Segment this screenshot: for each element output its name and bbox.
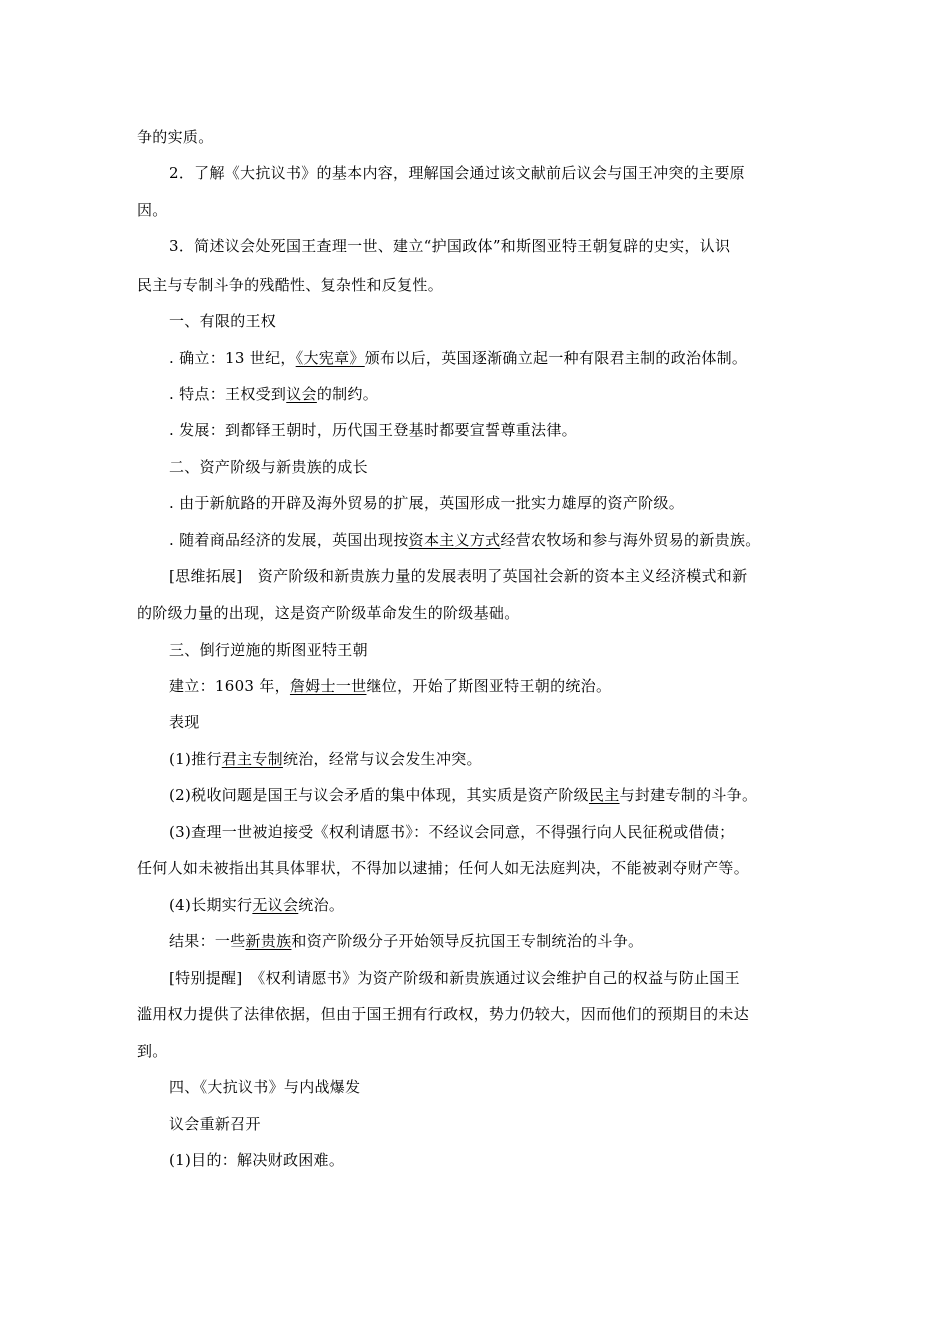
text-line [137, 1004, 749, 1024]
text-segment: 和资产阶级分子开始领导反抗国王专制统治的斗争。 [291, 932, 644, 950]
text-line [137, 127, 214, 147]
text-segment: (1)目的：解决财政困难。 [169, 1151, 345, 1169]
text-segment: [特别提醒] 《权利请愿书》为资产阶级和新贵族通过议会维护自己的权益与防止国王 [169, 969, 740, 987]
text-segment: [思维拓展] 资产阶级和新贵族力量的发展表明了英国社会新的资本主义经济模式和新 [169, 567, 748, 585]
text-line [169, 384, 378, 404]
text-segment: 统治，经常与议会发生冲突。 [282, 750, 482, 768]
text-line [137, 603, 520, 623]
text-segment: 与封建专制的斗争。 [619, 786, 758, 804]
text-segment: 议会重新召开 [169, 1115, 261, 1133]
text-line [169, 530, 761, 550]
text-line [137, 200, 168, 220]
text-line [169, 457, 368, 477]
text-segment: 经营农牧场和参与海外贸易的新贵族。 [500, 531, 761, 549]
text-segment: 滥用权力提供了法律依据，但由于国王拥有行政权，势力仍较大，因而他们的预期目的未达 [137, 1005, 750, 1023]
text-segment: 表现 [169, 713, 200, 731]
text-line [169, 749, 482, 769]
text-segment: 一、有限的王权 [169, 312, 277, 330]
text-line [137, 858, 749, 878]
text-line [169, 712, 200, 732]
text-segment: . 由于新航路的开辟及海外贸易的扩展，英国形成一批实力雄厚的资产阶级。 [169, 494, 685, 512]
text-segment: . 发展：到都铎王朝时，历代国王登基时都要宣誓尊重法律。 [169, 421, 577, 439]
text-line [169, 566, 747, 586]
text-line [137, 275, 443, 295]
text-line [169, 311, 276, 331]
underlined-term: 詹姆士一世 [289, 677, 367, 695]
text-segment: 的制约。 [316, 385, 379, 403]
text-line [169, 348, 747, 368]
text-segment: 统治。 [298, 896, 345, 914]
text-line [169, 420, 577, 440]
underlined-term: 无议会 [252, 896, 299, 914]
text-line [169, 968, 740, 988]
text-segment: (4)长期实行 [169, 896, 253, 914]
text-line [169, 1077, 360, 1097]
underlined-term: 议会 [286, 385, 317, 403]
text-segment: 建立：1603 年， [169, 677, 290, 695]
text-segment: (2)税收问题是国王与议会矛盾的集中体现，其实质是资产阶级 [169, 786, 589, 804]
underlined-term: 新贵族 [245, 932, 292, 950]
text-line [169, 1150, 344, 1170]
text-segment: . 确立：13 世纪， [169, 349, 296, 367]
text-segment: 因。 [137, 201, 168, 219]
text-segment: 的阶级力量的出现，这是资产阶级革命发生的阶级基础。 [137, 604, 520, 622]
text-segment: (3)查理一世被迫接受《权利请愿书》：不经议会同意，不得强行向人民征税或借债； [169, 823, 735, 841]
text-line [169, 785, 757, 805]
text-line [169, 822, 734, 842]
text-line [169, 1114, 261, 1134]
text-line [169, 236, 730, 256]
text-segment: 四、《大抗议书》与内战爆发 [169, 1078, 361, 1096]
text-segment: (1)推行 [169, 750, 222, 768]
underlined-term: 君主专制 [221, 750, 283, 768]
text-line [137, 1041, 168, 1061]
text-line [169, 640, 368, 660]
underlined-term: 资本主义方式 [408, 531, 501, 549]
text-segment: 2．了解《大抗议书》的基本内容，理解国会通过该文献前后议会与国王冲突的主要原 [169, 164, 745, 182]
underlined-term: 民主 [588, 786, 620, 804]
text-segment: 继位，开始了斯图亚特王朝的统治。 [366, 677, 612, 695]
underlined-term: 《大宪章》 [295, 349, 365, 367]
text-segment: 三、倒行逆施的斯图亚特王朝 [169, 641, 368, 659]
text-segment: . 随着商品经济的发展，英国出现按 [169, 531, 409, 549]
text-segment: 民主与专制斗争的残酷性、复杂性和反复性。 [137, 276, 444, 294]
text-segment: 到。 [137, 1042, 168, 1060]
text-line [169, 931, 643, 951]
text-segment: . 特点：王权受到 [169, 385, 287, 403]
text-line [169, 895, 344, 915]
text-line [169, 493, 684, 513]
text-line [169, 676, 611, 696]
text-segment: 二、资产阶级与新贵族的成长 [169, 458, 368, 476]
text-segment: 争的实质。 [137, 128, 214, 146]
text-segment: 3．简述议会处死国王查理一世、建立“护国政体”和斯图亚特王朝复辟的史实，认识 [169, 237, 731, 255]
text-line [169, 163, 745, 183]
text-segment: 结果：一些 [169, 932, 246, 950]
text-segment: 颁布以后，英国逐渐确立起一种有限君主制的政治体制。 [364, 349, 748, 367]
text-segment: 任何人如未被指出其具体罪状，不得加以逮捕；任何人如无法庭判决，不能被剥夺财产等。 [137, 859, 750, 877]
